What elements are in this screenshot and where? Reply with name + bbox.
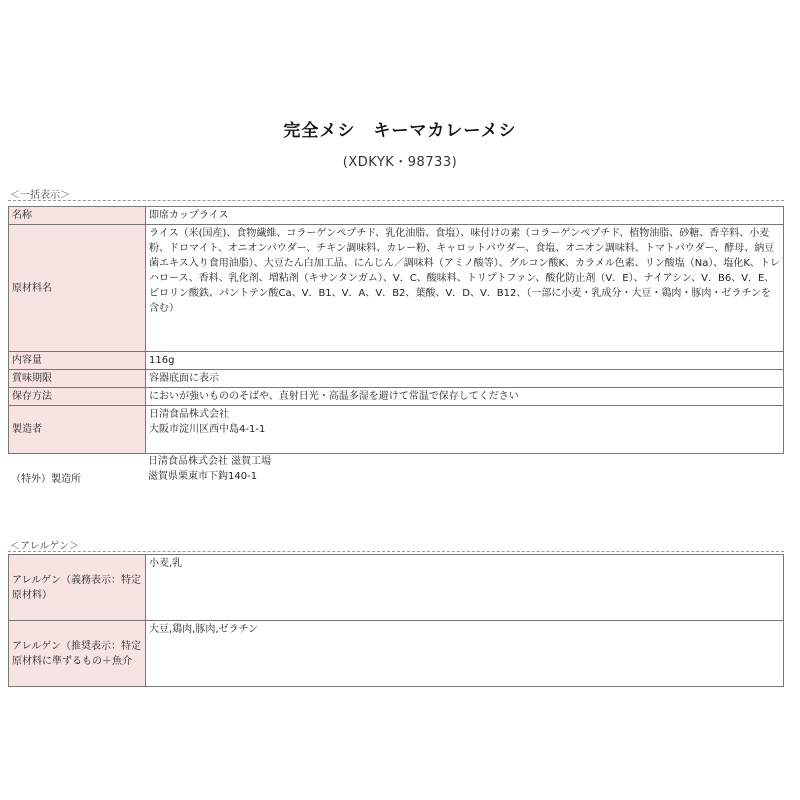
allergen-table [8,554,784,687]
special-site-value [148,454,271,484]
storage-value: においが強いもののそばや、直射日光・高温多湿を避けて常温で保存してください [146,388,784,406]
table-row-manufacturer [9,406,784,454]
table-row-storage [9,388,784,406]
name-label: 名称 [9,207,146,225]
special-site-address: 滋賀県栗東市下鈎140-1 [148,471,258,482]
table-row-allergen-recommended [9,621,784,687]
content-value: 116g [146,352,784,370]
bulk-info-table [8,206,784,454]
product-code: (XDKYK・98733) [342,155,458,170]
table-row-expiry [9,370,784,388]
table-row-content [9,352,784,370]
allergen-section-heading: ＜アレルゲン＞ [10,541,79,552]
expiry-value: 容器底面に表示 [146,370,784,388]
content-label: 内容量 [9,352,146,370]
manufacturer-value [146,406,784,454]
bulk-section-heading: ＜一括表示＞ [10,190,70,201]
storage-label: 保存方法 [9,388,146,406]
manufacturer-address: 大阪市淀川区西中島4-1-1 [149,424,266,435]
expiry-label: 賞味期限 [9,370,146,388]
special-site-label: （特外）製造所 [11,474,81,485]
manufacturer-label: 製造者 [9,406,146,454]
bulk-section-divider [8,200,784,201]
allergen-section-divider [8,551,784,552]
allergen-recommended-label: アレルゲン（推奨表示：特定原材料に準ずるもの＋魚介 [9,621,146,687]
special-site-name: 日清食品株式会社 滋賀工場 [148,456,272,467]
table-row-allergen-mandatory [9,555,784,621]
allergen-mandatory-value: 小麦,乳 [146,555,784,621]
manufacturer-name: 日清食品株式会社 [149,409,229,420]
allergen-mandatory-label: アレルゲン（義務表示：特定原材料） [9,555,146,621]
table-row-name [9,207,784,225]
special-manufacturing-site [8,452,784,492]
ingredients-label: 原材料名 [9,225,146,352]
table-row-ingredients [9,225,784,352]
allergen-recommended-value: 大豆,鶏肉,豚肉,ゼラチン [146,621,784,687]
ingredients-value: ライス（米(国産)、食物繊維、コラーゲンペプチド、乳化油脂、食塩）、味付けの素（コラーゲンペプチド、植物油脂、砂糖、香辛料、小麦粉、ドロマイト、オニオンパウダー、チキン調味料、カレー粉、キャロットパウダー、食塩、オニオン調味料、トマトパウダー、酵母、納豆菌エキス入り食用油脂）、大豆たん白加工品、にんじん／調味料（アミノ酸等）、グルコン酸K、カラメル色素、リン酸塩（Na）、塩化K、トレハロース、香料、乳化剤、増粘剤（キサンタンガム）、V．C、酸味料、トリプトファン、酸化防止剤（V．E）、ナイアシン、V．B6、V．E、ピロリン酸鉄、パントテン酸Ca、V．B1、V．A、V．B2、葉酸、V．D、V．B12、（一部に小麦・乳成分・大豆・鶏肉・豚肉・ゼラチンを含む） [146,225,784,352]
page-title: 完全メシ キーマカレーメシ [283,121,517,141]
name-value: 即席カップライス [146,207,784,225]
